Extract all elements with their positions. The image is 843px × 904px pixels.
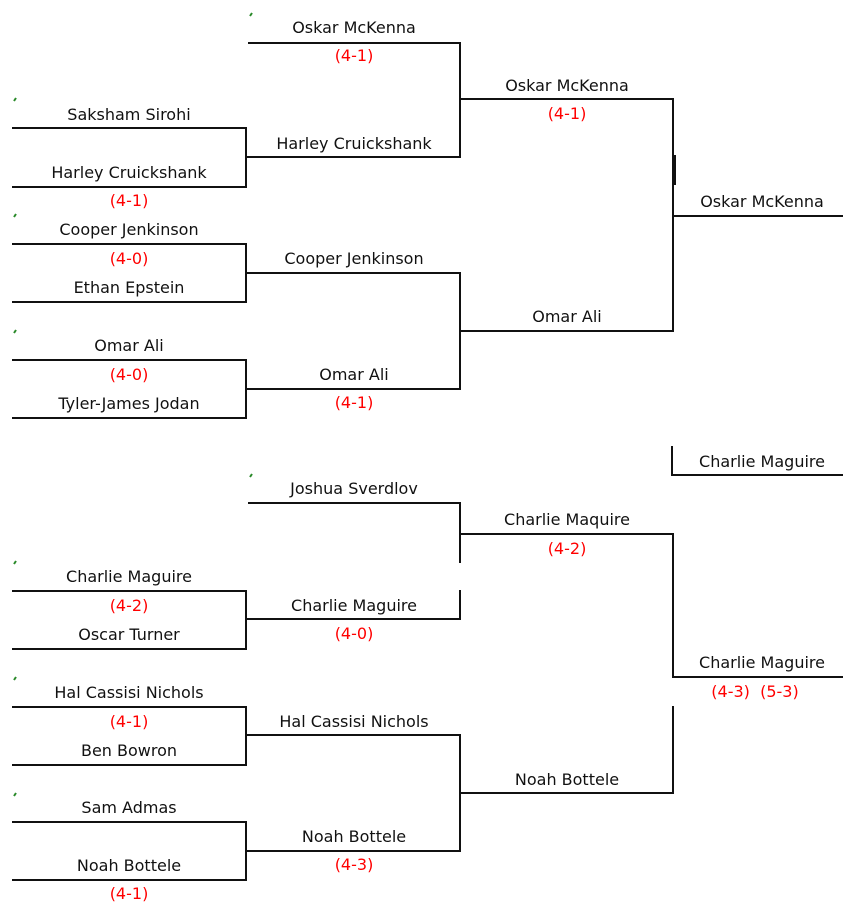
r1-m3-score: (4-0) (109, 365, 149, 384)
r2-charlie-name: Charlie Maguire (291, 596, 417, 615)
r1-m4-score: (4-2) (109, 596, 149, 615)
tick-mark (250, 474, 252, 477)
r1-oskar-score: (4-1) (334, 46, 374, 65)
r2-cooper-name: Cooper Jenkinson (284, 249, 424, 268)
tick-mark (14, 330, 16, 333)
r2-omar-name: Omar Ali (319, 365, 389, 384)
r3-charlie-score: (4-2) (547, 539, 587, 558)
r1-oscar-name: Oscar Turner (78, 625, 180, 644)
r1-ethan-name: Ethan Epstein (73, 278, 185, 297)
r1-tyler-name: Tyler-James Jodan (58, 394, 200, 413)
r1-oskar-name: Oskar McKenna (292, 18, 416, 37)
r1-ben-name: Ben Bowron (80, 741, 178, 760)
r3-noah-name: Noah Bottele (514, 770, 620, 789)
r1-noah-name: Noah Bottele (76, 856, 182, 875)
r1-m6-score: (4-1) (109, 884, 149, 903)
r1-sam-name: Sam Admas (81, 798, 177, 817)
top-winner-name: Oskar McKenna (700, 192, 824, 211)
r1-saksham-name: Saksham Sirohi (67, 105, 191, 124)
r3-charlie-name: Charlie Maquire (504, 510, 630, 529)
tick-mark (14, 98, 16, 101)
tick-mark (14, 793, 16, 796)
champion-name: Charlie Maguire (699, 452, 825, 471)
tick-mark (14, 677, 16, 680)
r2-charlie-score: (4-0) (334, 624, 374, 643)
r3-omar-name: Omar Ali (532, 307, 602, 326)
r2-noah-name: Noah Bottele (301, 827, 407, 846)
r1-omar-name: Omar Ali (94, 336, 164, 355)
r2-harley-name: Harley Cruickshank (276, 134, 432, 153)
r1-charlie-name: Charlie Maguire (66, 567, 192, 586)
r3-oskar-name: Oskar McKenna (505, 76, 629, 95)
r1-joshua-name: Joshua Sverdlov (290, 479, 418, 498)
tick-mark (14, 214, 16, 217)
tick-mark (250, 13, 252, 16)
tick-mark (14, 561, 16, 564)
r2-hal-name: Hal Cassisi Nichols (279, 712, 429, 731)
r2-noah-score: (4-3) (334, 855, 374, 874)
r2-omar-score: (4-1) (334, 393, 374, 412)
final-scores: (4-3) (5-3) (711, 682, 799, 701)
r1-cooper-name: Cooper Jenkinson (59, 220, 199, 239)
r3-oskar-score: (4-1) (547, 104, 587, 123)
r1-m5-score: (4-1) (109, 712, 149, 731)
r1-m2-score: (4-0) (109, 249, 149, 268)
r1-m1-score: (4-1) (109, 191, 149, 210)
final-name: Charlie Maguire (699, 653, 825, 672)
r1-harley-name: Harley Cruickshank (51, 163, 207, 182)
r1-hal-name: Hal Cassisi Nichols (54, 683, 204, 702)
